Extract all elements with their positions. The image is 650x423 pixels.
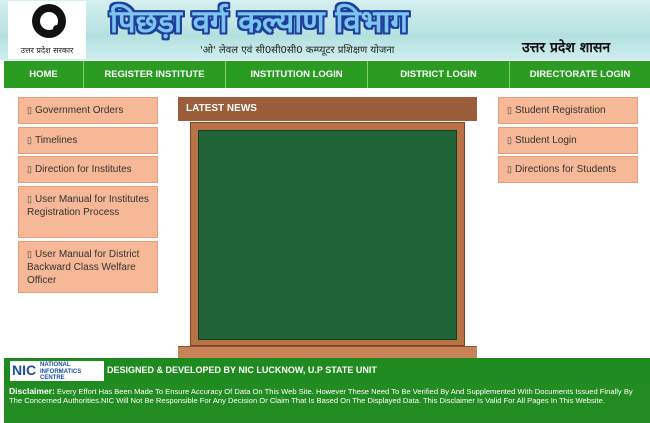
nav-home[interactable]: HOME — [4, 61, 84, 88]
disclaimer-label: Disclaimer: — [9, 386, 55, 396]
right-menu-directions-students[interactable] — [498, 156, 638, 183]
main-nav — [4, 61, 650, 88]
square-bullet-icon: ▯ — [27, 164, 32, 174]
disclaimer-text: Every Effort Has Been Made To Ensure Accuracy Of Data On This Web Site. However These Need To Be Verified By And Supplemented With Documents Issued Finally By The Concerned Authorities.NIC Will Not Be Responsible For Any Decision Or Claim That Is Based On The Displayed Data. This Disclaimer Is Valid For All Pages In This Website. — [9, 387, 633, 406]
footer-credits — [4, 358, 650, 384]
left-menu-government-orders[interactable] — [18, 97, 158, 124]
menu-label: Student Registration — [514, 105, 606, 116]
square-bullet-icon: ▯ — [27, 249, 32, 259]
square-bullet-icon: ▯ — [27, 194, 32, 204]
right-menu-student-registration[interactable] — [498, 97, 638, 124]
right-menu-student-login[interactable] — [498, 127, 638, 154]
square-bullet-icon: ▯ — [507, 135, 512, 145]
nic-logo — [10, 361, 104, 381]
square-bullet-icon: ▯ — [27, 105, 32, 115]
nav-directorate-login[interactable]: DIRECTORATE LOGIN — [529, 69, 631, 80]
square-bullet-icon: ▯ — [27, 135, 32, 145]
designed-by-text: DESIGNED & DEVELOPED BY NIC LUCKNOW, U.P STATE UNIT — [107, 365, 377, 375]
square-bullet-icon: ▯ — [507, 105, 512, 115]
department-title: पिछड़ा वर्ग कल्याण विभाग — [110, 4, 408, 40]
nav-register-institute[interactable]: REGISTER INSTITUTE — [84, 61, 226, 88]
menu-label: Timelines — [34, 135, 78, 146]
nav-institution-login[interactable]: INSTITUTION LOGIN — [226, 61, 368, 88]
menu-label: Directions for Students — [514, 164, 617, 175]
disclaimer — [4, 384, 650, 423]
news-board-surface — [198, 130, 457, 340]
nic-logo-word: NIC — [12, 362, 37, 378]
menu-label: User Manual for Institutes Registration Process — [27, 194, 149, 218]
square-bullet-icon: ▯ — [507, 164, 512, 174]
government-title: उत्तर प्रदेश शासन — [522, 40, 611, 56]
menu-label: User Manual for District Backward Class Welfare Officer — [27, 249, 140, 286]
site-header — [0, 0, 650, 60]
menu-label: Government Orders — [34, 105, 124, 116]
state-label: उत्तर प्रदेश सरकार — [20, 46, 74, 55]
scheme-subtitle: 'ओ' लेवल एवं सी0सी0सी0 कम्प्यूटर प्रशिक्षण योजना — [200, 45, 395, 56]
left-menu-user-manual-institutes[interactable] — [18, 186, 158, 238]
nic-logo-subtext: NATIONAL INFORMATICS CENTRE — [40, 362, 82, 381]
menu-label: Direction for Institutes — [34, 164, 132, 175]
news-board-tray — [178, 346, 477, 358]
menu-label: Student Login — [514, 135, 577, 146]
left-menu-direction-institutes[interactable] — [18, 156, 158, 183]
left-menu-user-manual-district[interactable] — [18, 241, 158, 293]
left-menu-timelines[interactable] — [18, 127, 158, 154]
news-board — [190, 122, 465, 346]
up-emblem-icon — [32, 4, 66, 38]
latest-news-heading: LATEST NEWS — [178, 97, 477, 121]
nav-district-login[interactable]: DISTRICT LOGIN — [368, 61, 510, 88]
emblem-box — [8, 1, 86, 59]
